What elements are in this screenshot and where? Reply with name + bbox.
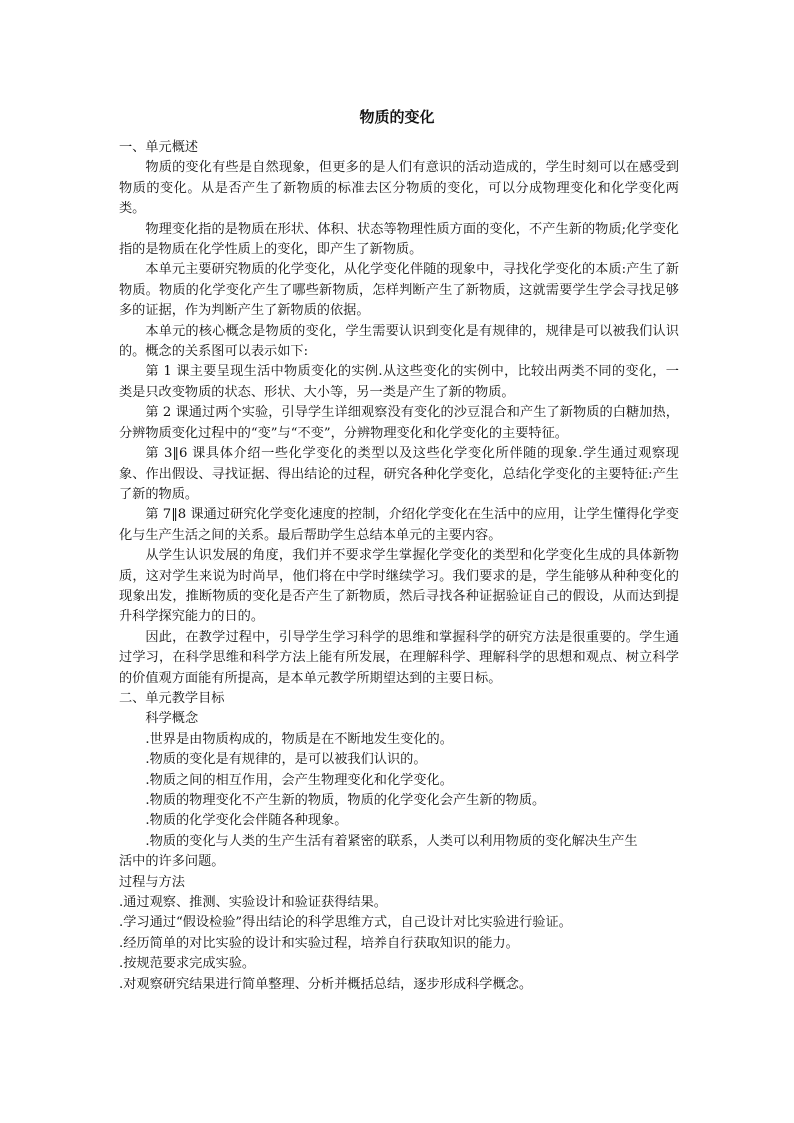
- paragraph: 第 1 课主要呈现生活中物质变化的实例.从这些变化的实例中，比较出两类不同的变化，一类是只改变物质的状态、形状、大小等，另一类是产生了新的物质。: [119, 364, 679, 400]
- paragraph: 因此，在教学过程中，引导学生学习科学的思维和掌握科学的研究方法是很重要的。学生通过学习，在科学思维和科学方法上能有所发展，在理解科学、理解科学的思想和观点、树立科学的价值观方面能有所提高，是本单元教学所期望达到的主要日标。: [119, 629, 679, 686]
- list-item: .通过观察、推测、实验设计和验证获得结果。: [119, 895, 387, 911]
- list-item: .物质的化学变化会伴随各种现象。: [145, 813, 348, 829]
- paragraph: 第 2 课通过两个实验，引导学生详细观察没有变化的沙豆混合和产生了新物质的白糖加热，分辨物质变化过程中的“变”与“不变”，分辨物理变化和化学变化的主要特征。: [119, 405, 679, 441]
- paragraph: 本单元的核心概念是物质的变化，学生需要认识到变化是有规律的，规律是可以被我们认识的。概念的关系图可以表示如下:: [119, 323, 679, 360]
- list-item: .物质之间的相互作用，会产生物理变化和化学变化。: [145, 772, 453, 788]
- section-heading-overview: 一、单元概述: [119, 140, 199, 155]
- list-item: .物质的变化是有规律的，是可以被我们认识的。: [145, 752, 427, 768]
- subheading-science-concepts: 科学概念: [145, 711, 199, 727]
- document-body: [119, 138, 679, 995]
- document-title: 物质的变化: [359, 108, 435, 126]
- paragraph: 从学生认识发展的角度，我们并不要求学生掌握化学变化的类型和化学变化生成的具体新物质，这对学生来说为时尚早，他们将在中学时继续学习。我们要求的是，学生能够从种种变化的现象出发，推断物质的变化是否产生了新物质，然后寻找各种证据验证自己的假设，从而达到提升科学探究能力的日的。: [119, 548, 679, 625]
- list-item: .物质的物理变化不产生新的物质，物质的化学变化会产生新的物质。: [145, 793, 546, 808]
- paragraph: 物理变化指的是物质在形状、体积、状态等物理性质方面的变化，不产生新的物质;化学变化指的是物质在化学性质上的变化，即产生了新物质。: [119, 221, 679, 258]
- paragraph: 物质的变化有些是自然现象，但更多的是人们有意识的活动造成的，学生时刻可以在感受到物质的变化。从是否产生了新物质的标准去区分物质的变化，可以分成物理变化和化学变化两类。: [119, 160, 679, 217]
- paragraph: 本单元主要研究物质的化学变化，从化学变化伴随的现象中，寻找化学变化的本质:产生了新物质。物质的化学变化产生了哪些新物质，怎样判断产生了新物质，这就需要学生学会寻找足够多的证据，作为判断产生了新物质的依据。: [119, 262, 679, 319]
- list-item: .按规范要求完成实验。: [119, 956, 256, 972]
- list-item: .世界是由物质构成的，物质是在不断地发生变化的。: [145, 731, 453, 747]
- list-item: .对观察研究结果进行简单整理、分析并概括总结，逐步形成科学概念。: [119, 976, 533, 992]
- list-item: .学习通过“假设检验”得出结论的科学思维方式，自己设计对比实验进行验证。: [119, 915, 572, 931]
- list-item: [119, 832, 679, 873]
- paragraph: 第 3‖6 课具体介绍一些化学变化的类型以及这些化学变化所伴随的现象.学生通过观察现象、作出假设、寻找证据、得出结论的过程，研究各种化学变化，总结化学变化的主要特征:产生了新的物质。: [119, 446, 679, 502]
- section-heading-goals: 二、单元教学目标: [119, 690, 225, 706]
- list-item-line: 活中的许多问题。: [119, 854, 225, 870]
- subheading-process-methods: 过程与方法: [119, 874, 185, 890]
- paragraph: 第 7‖8 课通过研究化学变化速度的控制，介绍化学变化在生活中的应用，让学生懂得化学变化与生产生活之间的关系。最后帮助学生总结本单元的主要内容。: [119, 507, 679, 543]
- list-item: .经历简单的对比实验的设计和实验过程，培养自行获取知识的能力。: [119, 935, 519, 951]
- list-item-line: .物质的变化与人类的生产生活有着紧密的联系，人类可以利用物质的变化解决生产生: [145, 833, 638, 849]
